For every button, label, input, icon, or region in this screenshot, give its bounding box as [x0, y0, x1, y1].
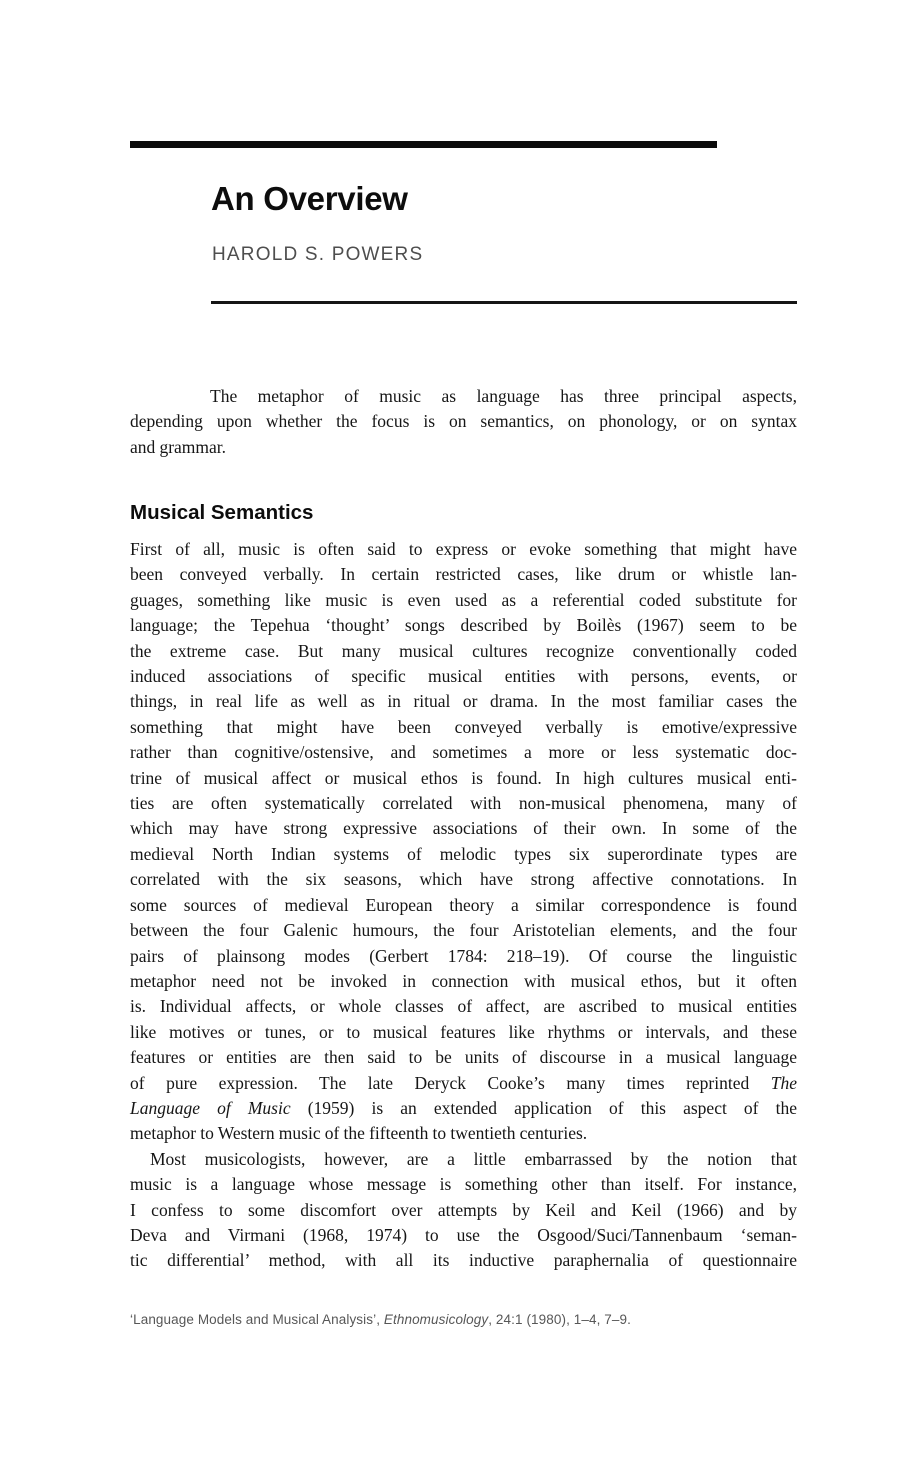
text-line: is. Individual affects, or whole classes of affect, are ascribed to musical entities	[130, 996, 797, 1017]
book-title-italic: The	[770, 1072, 797, 1093]
text-line: which may have strong expressive associations of their own. In some of the	[130, 818, 797, 839]
body-text	[130, 537, 797, 1274]
text-segment: (1959) is an extended application of this aspect of the	[290, 1097, 797, 1118]
text-line: metaphor need not be invoked in connection with musical ethos, but it often	[130, 970, 797, 991]
text-line: metaphor to Western music of the fifteenth to twentieth centuries.	[130, 1123, 588, 1144]
text-line: like motives or tunes, or to musical features like rhythms or intervals, and these	[130, 1021, 797, 1042]
text-line: between the four Galenic humours, the four Aristotelian elements, and the four	[130, 920, 797, 941]
text-line: ties are often systematically correlated with non-musical phenomena, many of	[130, 793, 797, 814]
text-line: rather than cognitive/ostensive, and sometimes a more or less systematic doc-	[130, 742, 797, 763]
text-line: things, in real life as well as in ritual or drama. In the most familiar cases the	[130, 691, 797, 712]
section-heading: Musical Semantics	[130, 501, 314, 524]
text-line: guages, something like music is even used as a referential coded substitute for	[130, 589, 797, 610]
text-line: some sources of medieval European theory a similar correspondence is found	[130, 894, 797, 915]
text-line: something that might have been conveyed verbally is emotive/expressive	[130, 716, 797, 737]
text-line: the extreme case. But many musical cultures recognize conventionally coded	[130, 640, 797, 661]
intro-paragraph	[130, 384, 797, 460]
text-line	[130, 1096, 797, 1121]
text-line: depending upon whether the focus is on semantics, on phonology, or on syntax	[130, 411, 797, 432]
book-title-italic: Language of Music	[130, 1097, 291, 1118]
text-line: features or entities are then said to be units of discourse in a musical language	[130, 1047, 797, 1068]
text-line: First of all, music is often said to express or evoke something that might have	[130, 539, 797, 559]
page-title: An Overview	[211, 180, 408, 217]
text-segment: of pure expression. The late Deryck Cooke’s many times reprinted	[130, 1072, 771, 1093]
footnote-citation: , 24:1 (1980), 1–4, 7–9.	[488, 1312, 631, 1327]
text-line: pairs of plainsong modes (Gerbert 1784: 218–19). Of course the linguistic	[130, 945, 797, 966]
text-line: language; the Tepehua ‘thought’ songs described by Boilès (1967) seem to be	[130, 615, 797, 636]
text-line: correlated with the six seasons, which have strong affective connotations. In	[130, 869, 797, 890]
text-line: induced associations of specific musical entities with persons, events, or	[130, 666, 797, 687]
text-line: trine of musical affect or musical ethos is found. In high cultures musical enti-	[130, 767, 797, 788]
text-line: medieval North Indian systems of melodic types six superordinate types are	[130, 843, 797, 864]
text-line: music is a language whose message is something other than itself. For instance,	[130, 1174, 797, 1195]
journal-name-italic: Ethnomusicology	[383, 1312, 489, 1327]
title-rule-thin	[211, 301, 797, 304]
text-line: and grammar.	[130, 436, 227, 457]
paragraph-musicologists	[130, 1147, 797, 1274]
text-line: The metaphor of music as language has three principal aspects,	[210, 386, 797, 406]
footnote-text: ‘Language Models and Musical Analysis’,	[130, 1312, 384, 1327]
author-name: HAROLD S. POWERS	[212, 244, 424, 265]
paragraph-semantics	[130, 537, 797, 1147]
text-line	[130, 1071, 797, 1096]
text-line: tic differential’ method, with all its inductive paraphernalia of questionnaire	[130, 1250, 797, 1271]
text-line: I confess to some discomfort over attempts by Keil and Keil (1966) and by	[130, 1199, 797, 1220]
title-rule-thick	[130, 141, 717, 148]
source-footnote	[130, 1312, 797, 1327]
text-line: Most musicologists, however, are a little embarrassed by the notion that	[150, 1148, 797, 1169]
text-line: been conveyed verbally. In certain restricted cases, like drum or whistle lan-	[130, 564, 797, 585]
text-line: Deva and Virmani (1968, 1974) to use the Osgood/Suci/Tannenbaum ‘seman-	[130, 1224, 797, 1245]
